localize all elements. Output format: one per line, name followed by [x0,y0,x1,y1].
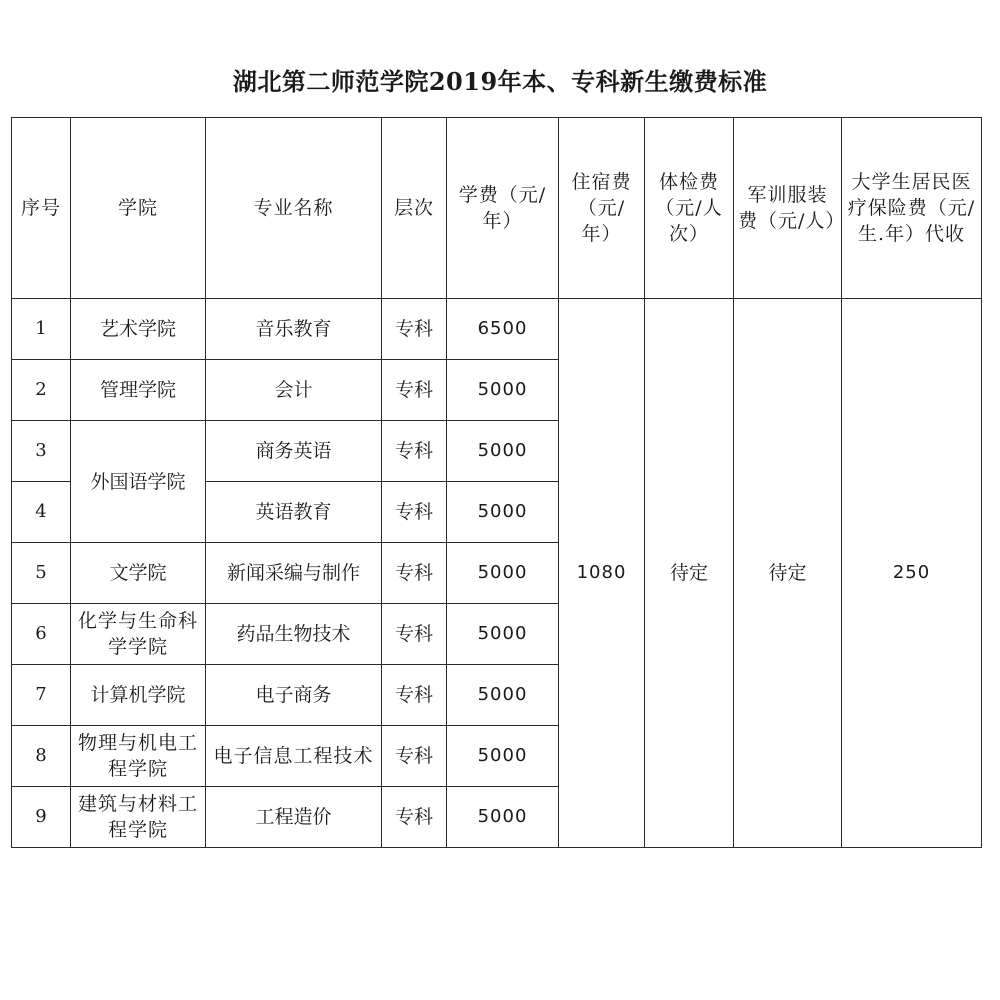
dorm-fee-cell: 1080 [559,299,645,848]
row-level: 专科 [382,787,447,848]
row-major: 音乐教育 [206,299,382,360]
row-major: 电子商务 [206,665,382,726]
header-insurance: 大学生居民医疗保险费（元/生.年）代收 [842,118,982,299]
uniform-fee-cell: 待定 [734,299,842,848]
row-college: 艺术学院 [71,299,206,360]
row-level: 专科 [382,726,447,787]
row-major: 药品生物技术 [206,604,382,665]
row-level: 专科 [382,299,447,360]
row-level: 专科 [382,421,447,482]
row-tuition: 5000 [447,360,559,421]
header-level: 层次 [382,118,447,299]
header-major: 专业名称 [206,118,382,299]
row-seq: 7 [12,665,71,726]
row-tuition: 5000 [447,543,559,604]
header-dorm: 住宿费（元/年） [559,118,645,299]
fee-table [11,117,982,848]
row-tuition: 5000 [447,787,559,848]
row-major: 会计 [206,360,382,421]
row-tuition: 5000 [447,604,559,665]
row-college: 建筑与材料工程学院 [71,787,206,848]
page-title: 湖北第二师范学院2019年本、专科新生缴费标准 [232,67,768,96]
row-seq: 8 [12,726,71,787]
row-tuition: 5000 [447,665,559,726]
row-seq: 2 [12,360,71,421]
row-college: 外国语学院 [71,421,206,543]
row-level: 专科 [382,482,447,543]
insurance-fee-cell: 250 [842,299,982,848]
row-level: 专科 [382,665,447,726]
row-tuition: 5000 [447,421,559,482]
table-row [12,299,982,360]
header-seq: 序号 [12,118,71,299]
row-major: 英语教育 [206,482,382,543]
row-major: 新闻采编与制作 [206,543,382,604]
header-tuition: 学费（元/年） [447,118,559,299]
row-seq: 1 [12,299,71,360]
row-major: 工程造价 [206,787,382,848]
row-seq: 4 [12,482,71,543]
row-tuition: 5000 [447,726,559,787]
row-college: 化学与生命科学学院 [71,604,206,665]
row-college: 计算机学院 [71,665,206,726]
row-college: 物理与机电工程学院 [71,726,206,787]
row-seq: 5 [12,543,71,604]
row-major: 商务英语 [206,421,382,482]
header-row [12,118,982,299]
row-seq: 6 [12,604,71,665]
header-uniform: 军训服装费（元/人） [734,118,842,299]
physical-fee-cell: 待定 [645,299,734,848]
row-college: 文学院 [71,543,206,604]
header-physical: 体检费（元/人次） [645,118,734,299]
row-seq: 3 [12,421,71,482]
row-level: 专科 [382,360,447,421]
row-major: 电子信息工程技术 [206,726,382,787]
row-college: 管理学院 [71,360,206,421]
row-seq: 9 [12,787,71,848]
row-tuition: 6500 [447,299,559,360]
row-level: 专科 [382,543,447,604]
row-tuition: 5000 [447,482,559,543]
row-level: 专科 [382,604,447,665]
header-college: 学院 [71,118,206,299]
